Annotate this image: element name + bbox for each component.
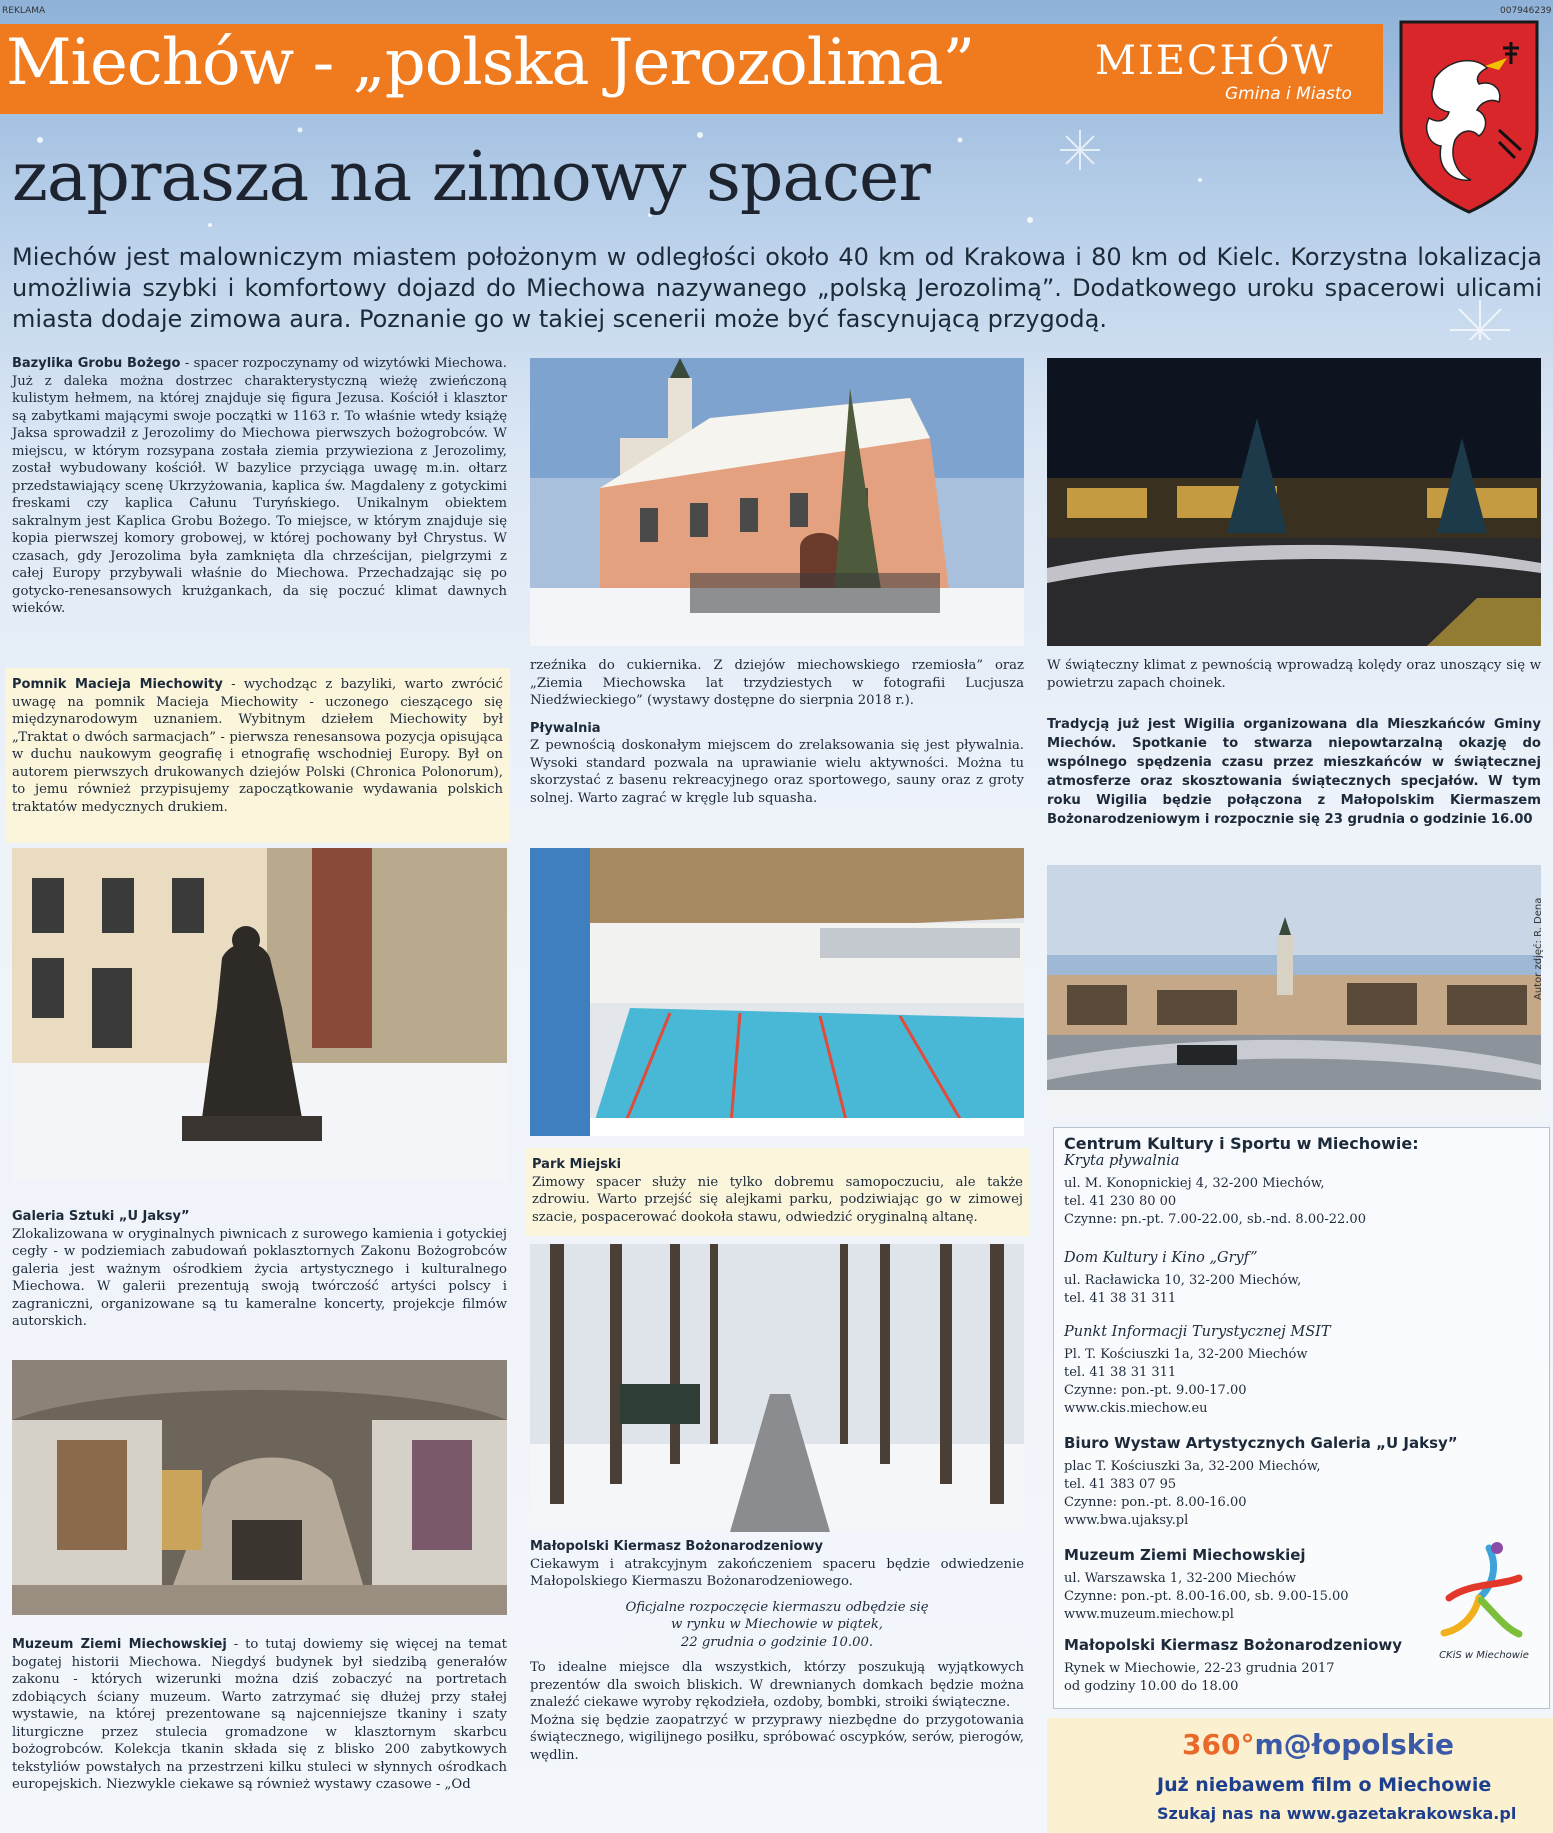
- info-ck-line: ul. M. Konopnickiej 4, 32-200 Miechów,: [1064, 1176, 1325, 1191]
- info-dk-line: ul. Racławicka 10, 32-200 Miechów,: [1064, 1273, 1302, 1288]
- photo-bazylika: [530, 358, 1024, 646]
- brand-subtitle: Gmina i Miasto: [1225, 84, 1352, 104]
- info-mz-line: Czynne: pon.-pt. 8.00-16.00, sb. 9.00-15.00: [1064, 1589, 1349, 1604]
- logo-360: 360°: [1182, 1728, 1255, 1761]
- section-muzeum-cont: [530, 657, 1024, 807]
- footer-line-1: Już niebawem film o Miechowie: [1157, 1774, 1492, 1796]
- section-park: [525, 1148, 1030, 1236]
- logo-malopolskie: m@łopolskie: [1254, 1728, 1455, 1761]
- ckis-logo-text: CKiS w Miechowie: [1439, 1650, 1529, 1661]
- photo-plywalnia: [530, 848, 1024, 1136]
- pomnik-text: - wychodząc z bazyliki, warto zwrócić uwagę na pomnik Macieja Miechowity - uczonego cieszącego się międzynarodowym uznaniem. Wybitnym dziełem Miechowity był „Traktat o dwóch sarmacjach” - pierwsza renesansowa pozycja opisująca w duchu naukowym geografię i etnografię wschodniej Europy. Był on autorem pierwszych drukowanych dziejów Polski (Chronica Polonorum), to jemu również przypisujemy zapoczątkowanie wydawania polskich traktatów medycznych drukiem.: [12, 677, 503, 815]
- photo-rynek-noc: [1047, 358, 1541, 646]
- info-mk-line: Rynek w Miechowie, 22-23 grudnia 2017: [1064, 1661, 1335, 1676]
- section-klimat: [1047, 657, 1541, 692]
- info-bw-line: plac T. Kościuszki 3a, 32-200 Miechów,: [1064, 1459, 1321, 1474]
- malopolskie-logo: [1182, 1728, 1454, 1761]
- footer-promo: [1047, 1718, 1553, 1833]
- kiermasz-heading: Małopolski Kiermasz Bożonarodzeniowy: [530, 1539, 823, 1554]
- info-pit-line: tel. 41 38 31 311: [1064, 1365, 1177, 1380]
- plywalnia-heading: Pływalnia: [530, 720, 601, 736]
- muzeum-text: - to tutaj dowiemy się więcej na temat bogatej historii Miechowa. Niegdyś budynek był siedzibą generałów zakonu - których wizerunki można dziś zobaczyć na portretach zdobiących ściany muzeum. Warto zatrzymać się dłużej przy stałej wystawie, na której prezentowane są najcenniejsze tkaniny i szaty liturgiczne przez stulecia gromadzone w klasztornym skarbcu bożogrobców. Kolekcja tkanin składa się z blisko 200 zabytkowych tekstyliów powstałych na przestrzeni kilku stuleci w słynnych ośrodkach europejskich. Niezwykle ciekawe są również wystawy czasowe - „Od: [12, 1637, 507, 1792]
- plywalnia-text: Z pewnością doskonałym miejscem do zrelaksowania się jest pływalnia. Wysoki standard pozwala na uprawianie wielu aktywności. Można tu skorzystać z basenu rekreacyjnego oraz sportowego, sauny oraz z groty solnej. Warto zagrać w kręgle lub squasha.: [530, 738, 1024, 806]
- wigilia-text: Tradycją już jest Wigilia organizowana dla Mieszkańców Gminy Miechów. Spotkanie to stwarza niepowtarzalną okazję do wspólnego spędzenia czasu przez mieszkańców w świątecznej atmosferze oraz skosztowania świątecznych specjałów. W tym roku Wigilia będzie połączona z Małopolskim Kiermaszem Bożonarodzeniowym i rozpocznie się 23 grudnia o godzinie 16.00: [1047, 717, 1541, 827]
- ckis-logo-icon: [1429, 1538, 1539, 1668]
- kiermasz-official-3: 22 grudnia o godzinie 10.00.: [680, 1634, 874, 1650]
- info-mz-title: Muzeum Ziemi Miechowskiej: [1064, 1546, 1306, 1564]
- info-ck-line: tel. 41 230 80 00: [1064, 1194, 1177, 1209]
- info-ck-line: Czynne: pn.-pt. 7.00-22.00, sb.-nd. 8.00-22.00: [1064, 1212, 1366, 1227]
- photo-rynek-dzien: [1047, 865, 1541, 1117]
- section-galeria: [12, 1208, 507, 1331]
- photo-park: [530, 1244, 1024, 1532]
- photo-credit: Autor zdjęć: R. Dena: [1533, 897, 1544, 1000]
- info-ck-title: Centrum Kultury i Sportu w Miechowie:: [1064, 1134, 1419, 1153]
- info-mz-line: ul. Warszawska 1, 32-200 Miechów: [1064, 1571, 1297, 1586]
- kiermasz-text: Ciekawym i atrakcyjnym zakończeniem spaceru będzie odwiedzenie Małopolskiego Kiermaszu Bożonarodzeniowego.: [530, 1556, 1024, 1589]
- brand-name: MIECHÓW: [1095, 38, 1335, 84]
- page-subtitle: zaprasza na zimowy spacer: [12, 138, 930, 217]
- info-pit-line: Pl. T. Kościuszki 1a, 32-200 Miechów: [1064, 1347, 1308, 1362]
- footer-line-2: Szukaj nas na www.gazetakrakowska.pl: [1157, 1804, 1517, 1823]
- info-mk: [1064, 1636, 1402, 1696]
- park-text: Zimowy spacer służy nie tylko dobremu samopoczuciu, ale także zdrowiu. Warto przejść się alejkami parku, podziwiając go w zimowej szacie, pospacerować dookoła stawu, odwiedzić oryginalną altanę.: [532, 1174, 1023, 1225]
- info-mk-line: od godziny 10.00 do 18.00: [1064, 1679, 1239, 1694]
- lead-paragraph: Miechów jest malowniczym miastem położonym w odległości około 40 km od Krakowa i 80 km od Kielc. Korzystna lokalizacja umożliwia szybki i komfortowy dojazd do Miechowa nazywanego „polską Jerozolimą”. Dodatkowego uroku spacerowi ulicami miasta dodaje zimowa aura. Poznanie go w takiej scenerii może być fascynującą przygodą.: [12, 243, 1542, 333]
- ad-label: REKLAMA: [2, 6, 46, 16]
- photo-pomnik: [12, 848, 507, 1181]
- section-bazylika: [12, 355, 507, 618]
- section-muzeum: [12, 1636, 507, 1794]
- info-bw-line: Czynne: pon.-pt. 8.00-16.00: [1064, 1495, 1247, 1510]
- kiermasz-text-3: Można się będzie zaopatrzyć w przyprawy niezbędne do przygotowania świątecznego, wigilijnego posiłku, spróbować oscypków, serów, pierogów, wędlin.: [530, 1712, 1024, 1763]
- kiermasz-official-2: w rynku w Miechowie w piątek,: [670, 1617, 884, 1632]
- info-pit-line: www.ckis.miechow.eu: [1064, 1401, 1208, 1416]
- info-bw-line: tel. 41 383 07 95: [1064, 1477, 1177, 1492]
- info-dk: [1064, 1250, 1301, 1308]
- section-pomnik: [5, 668, 510, 843]
- pomnik-heading: Pomnik Macieja Miechowity: [12, 677, 223, 692]
- info-ck: [1064, 1134, 1419, 1229]
- info-pit: [1064, 1324, 1331, 1418]
- bazylika-text: - spacer rozpoczynamy od wizytówki Miechowa. Już z daleka można dostrzec charakterystyczną wieżę zwieńczoną kulistym hełmem, na której znajduje się figura Jezusa. Kościół i klasztor są zabytkami mającymi swoje początki w 1163 r. To właśnie wtedy książę Jaksa sprowadził z Jerozolimy do Miechowa pierwszych bożogrobców. W miejscu, w którym rozsypana została ziemia przywieziona z Jerozolimy, został wybudowany kościół. W bazylice przyciąga uwagę m.in. ołtarz przedstawiający scenę Ukrzyżowania, kaplica św. Magdaleny z gotyckimi freskami czy kaplica Całunu Turyńskiego. Unikalnym obiektem sakralnym jest Kaplica Grobu Bożego. To miejsce, w którym znajduje się kopia pierwszej komory grobowej, w której pochowany był Chrystus. W czasach, gdy Jerozolima była zamknięta dla chrześcijan, pielgrzymi z całej Europy przybywali właśnie do Miechowa. Przechadzając się po gotycko-renesansowych krużgankach, da się poczuć klimat dawnych wieków.: [12, 356, 507, 616]
- page-title: Miechów - „polska Jerozolima”: [6, 26, 975, 100]
- info-ck-sub: Kryta pływalnia: [1064, 1153, 1180, 1169]
- galeria-text: Zlokalizowana w oryginalnych piwnicach z surowego kamienia i gotyckiej cegły - w podziemiach zabudowań poklasztornych Zakonu Bożogrobców galeria jest ważnym ośrodkiem życia artystycznego i kulturalnego Miechowa. W galerii prezentują swoją twórczość artyści polscy i zagraniczni, organizowane są tu kameralne koncerty, projekcje filmów autorskich.: [12, 1226, 507, 1329]
- info-bw: [1064, 1434, 1458, 1530]
- info-mz-line: www.muzeum.miechow.pl: [1064, 1607, 1234, 1622]
- bazylika-heading: Bazylika Grobu Bożego: [12, 356, 181, 371]
- klimat-text: W świąteczny klimat z pewnością wprowadzą kolędy oraz unoszący się w powietrzu zapach choinek.: [1047, 658, 1541, 691]
- ad-code: 007946239: [1500, 6, 1552, 16]
- kiermasz-text-2: To idealne miejsce dla wszystkich, którzy poszukują wyjątkowych prezentów dla swoich bliskich. W drewnianych domkach będzie można znaleźć ciekawe wyroby rękodzieła, ozdoby, bombki, stroiki świąteczne.: [530, 1660, 1024, 1710]
- info-pit-line: Czynne: pon.-pt. 9.00-17.00: [1064, 1383, 1247, 1398]
- park-heading: Park Miejski: [532, 1157, 622, 1172]
- section-kiermasz: [530, 1538, 1024, 1764]
- info-dk-line: tel. 41 38 31 311: [1064, 1291, 1177, 1306]
- muzeum-heading: Muzeum Ziemi Miechowskiej: [12, 1637, 227, 1652]
- photo-galeria: [12, 1360, 507, 1615]
- kiermasz-official-1: Oficjalne rozpoczęcie kiermaszu odbędzie się: [625, 1599, 929, 1615]
- info-box: [1053, 1127, 1550, 1709]
- info-mz: [1064, 1546, 1349, 1624]
- crest-eagle-icon: [1395, 18, 1543, 214]
- info-bw-title: Biuro Wystaw Artystycznych Galeria „U Jaksy”: [1064, 1434, 1458, 1452]
- muzeum-cont-text: rzeźnika do cukiernika. Z dziejów miechowskiego rzemiosła” oraz „Ziemia Miechowska lat trzydziestych w fotografii Lucjusza Niedźwieckiego” (wystawy dostępne do sierpnia 2018 r.).: [530, 658, 1024, 708]
- info-pit-sub: Punkt Informacji Turystycznej MSIT: [1064, 1324, 1331, 1340]
- section-wigilia: [1047, 715, 1541, 829]
- info-bw-line: www.bwa.ujaksy.pl: [1064, 1513, 1189, 1528]
- info-dk-sub: Dom Kultury i Kino „Gryf”: [1064, 1250, 1258, 1266]
- galeria-heading: Galeria Sztuki „U Jaksy”: [12, 1209, 190, 1224]
- info-mk-title: Małopolski Kiermasz Bożonarodzeniowy: [1064, 1636, 1403, 1654]
